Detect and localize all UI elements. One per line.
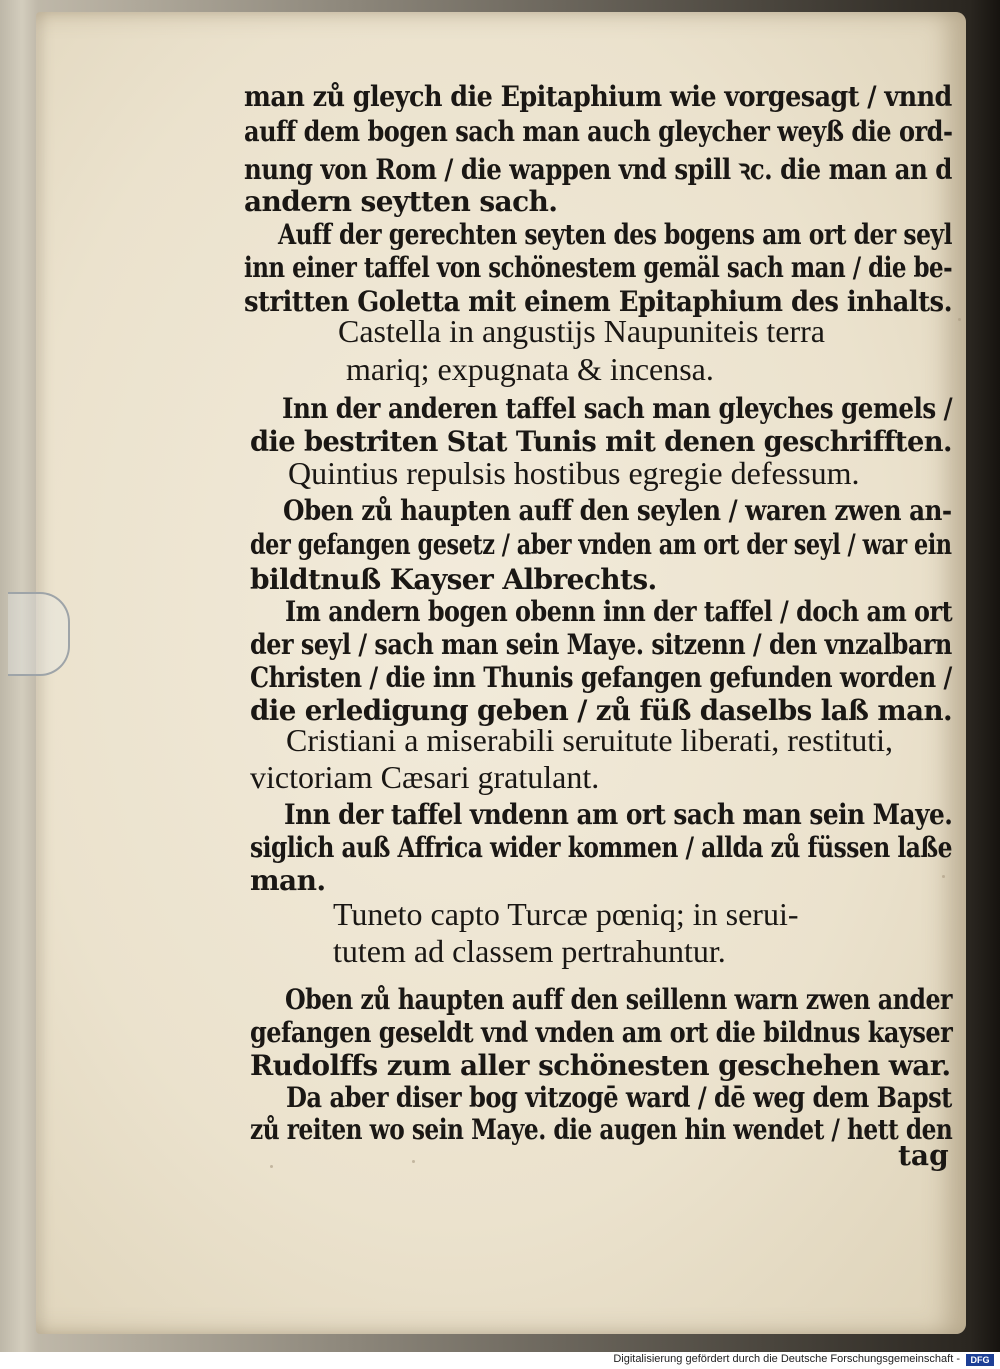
text-line: Im andern bogen obenn inn der taffel / doch am ort	[285, 595, 953, 628]
text-line: siglich auß Affrica wider kommen / allda zů füssen laße	[250, 831, 953, 864]
text-line: zů reiten wo sein Maye. die augen hin wendet / hett den	[250, 1113, 953, 1146]
text-line: bildtnuß Kayser Albrechts.	[250, 563, 657, 596]
text-line: nung von Rom / die wappen vnd spill ꝛc. die man an d	[244, 153, 952, 186]
text-line: der gefangen gesetz / aber vnden am ort der seyl / war ein	[250, 528, 952, 561]
text-line: Oben zů haupten auff den seillenn warn zwen ander	[285, 983, 953, 1016]
latin-line: victoriam Cæsari gratulant.	[250, 759, 600, 795]
text-line: man zů gleych die Epitaphium wie vorgesagt / vnnd	[244, 80, 952, 113]
text-line: die erledigung geben / zů füß daselbs laß man.	[250, 694, 953, 727]
latin-line: tutem ad classem pertrahuntur.	[333, 933, 726, 969]
text-line: andern seytten sach.	[244, 185, 558, 218]
catchword: tag	[898, 1139, 949, 1172]
text-line: inn einer taffel von schönestem gemäl sach man / die be-	[244, 251, 953, 284]
latin-line: mariq; expugnata & incensa.	[346, 351, 714, 387]
latin-line: Cristiani a miserabili seruitute liberati, restituti,	[286, 722, 893, 758]
text-line: Auff der gerechten seyten des bogens am ort der seyl	[278, 218, 952, 251]
dfg-logo: DFG	[966, 1354, 994, 1366]
text-line: man.	[250, 864, 326, 897]
footer-credit: Digitalisierung gefördert durch die Deutsche Forschungsgemeinschaft -	[613, 1353, 960, 1365]
text-line: der seyl / sach man sein Maye. sitzenn / den vnzalbarn	[250, 628, 952, 661]
footer-bar	[0, 1352, 1000, 1369]
latin-line: Quintius repulsis hostibus egregie defessum.	[288, 455, 860, 491]
latin-line: Tuneto capto Turcæ pœniq; in serui-	[333, 896, 799, 932]
text-line: stritten Goletta mit einem Epitaphium des inhalts.	[244, 285, 953, 318]
text-line: auff dem bogen sach man auch gleycher weyß die ord-	[244, 115, 953, 148]
latin-line: Castella in angustijs Naupuniteis terra	[338, 313, 825, 349]
page-clip	[8, 592, 70, 676]
text-line: Inn der taffel vndenn am ort sach man sein Maye.	[284, 798, 953, 831]
text-line: die bestriten Stat Tunis mit denen geschrifften.	[250, 425, 952, 458]
text-line: Oben zů haupten auff den seylen / waren zwen an-	[283, 494, 952, 527]
text-line: Da aber diser bog vitzogē ward / dē weg dem Bapst	[286, 1081, 952, 1114]
text-line: Inn der anderen taffel sach man gleyches gemels /	[282, 392, 953, 425]
text-line: gefangen geseldt vnd vnden am ort die bildnus kayser	[250, 1016, 953, 1049]
text-line: Rudolffs zum aller schönesten geschehen war.	[250, 1049, 951, 1082]
text-line: Christen / die inn Thunis gefangen gefunden worden /	[250, 661, 952, 694]
